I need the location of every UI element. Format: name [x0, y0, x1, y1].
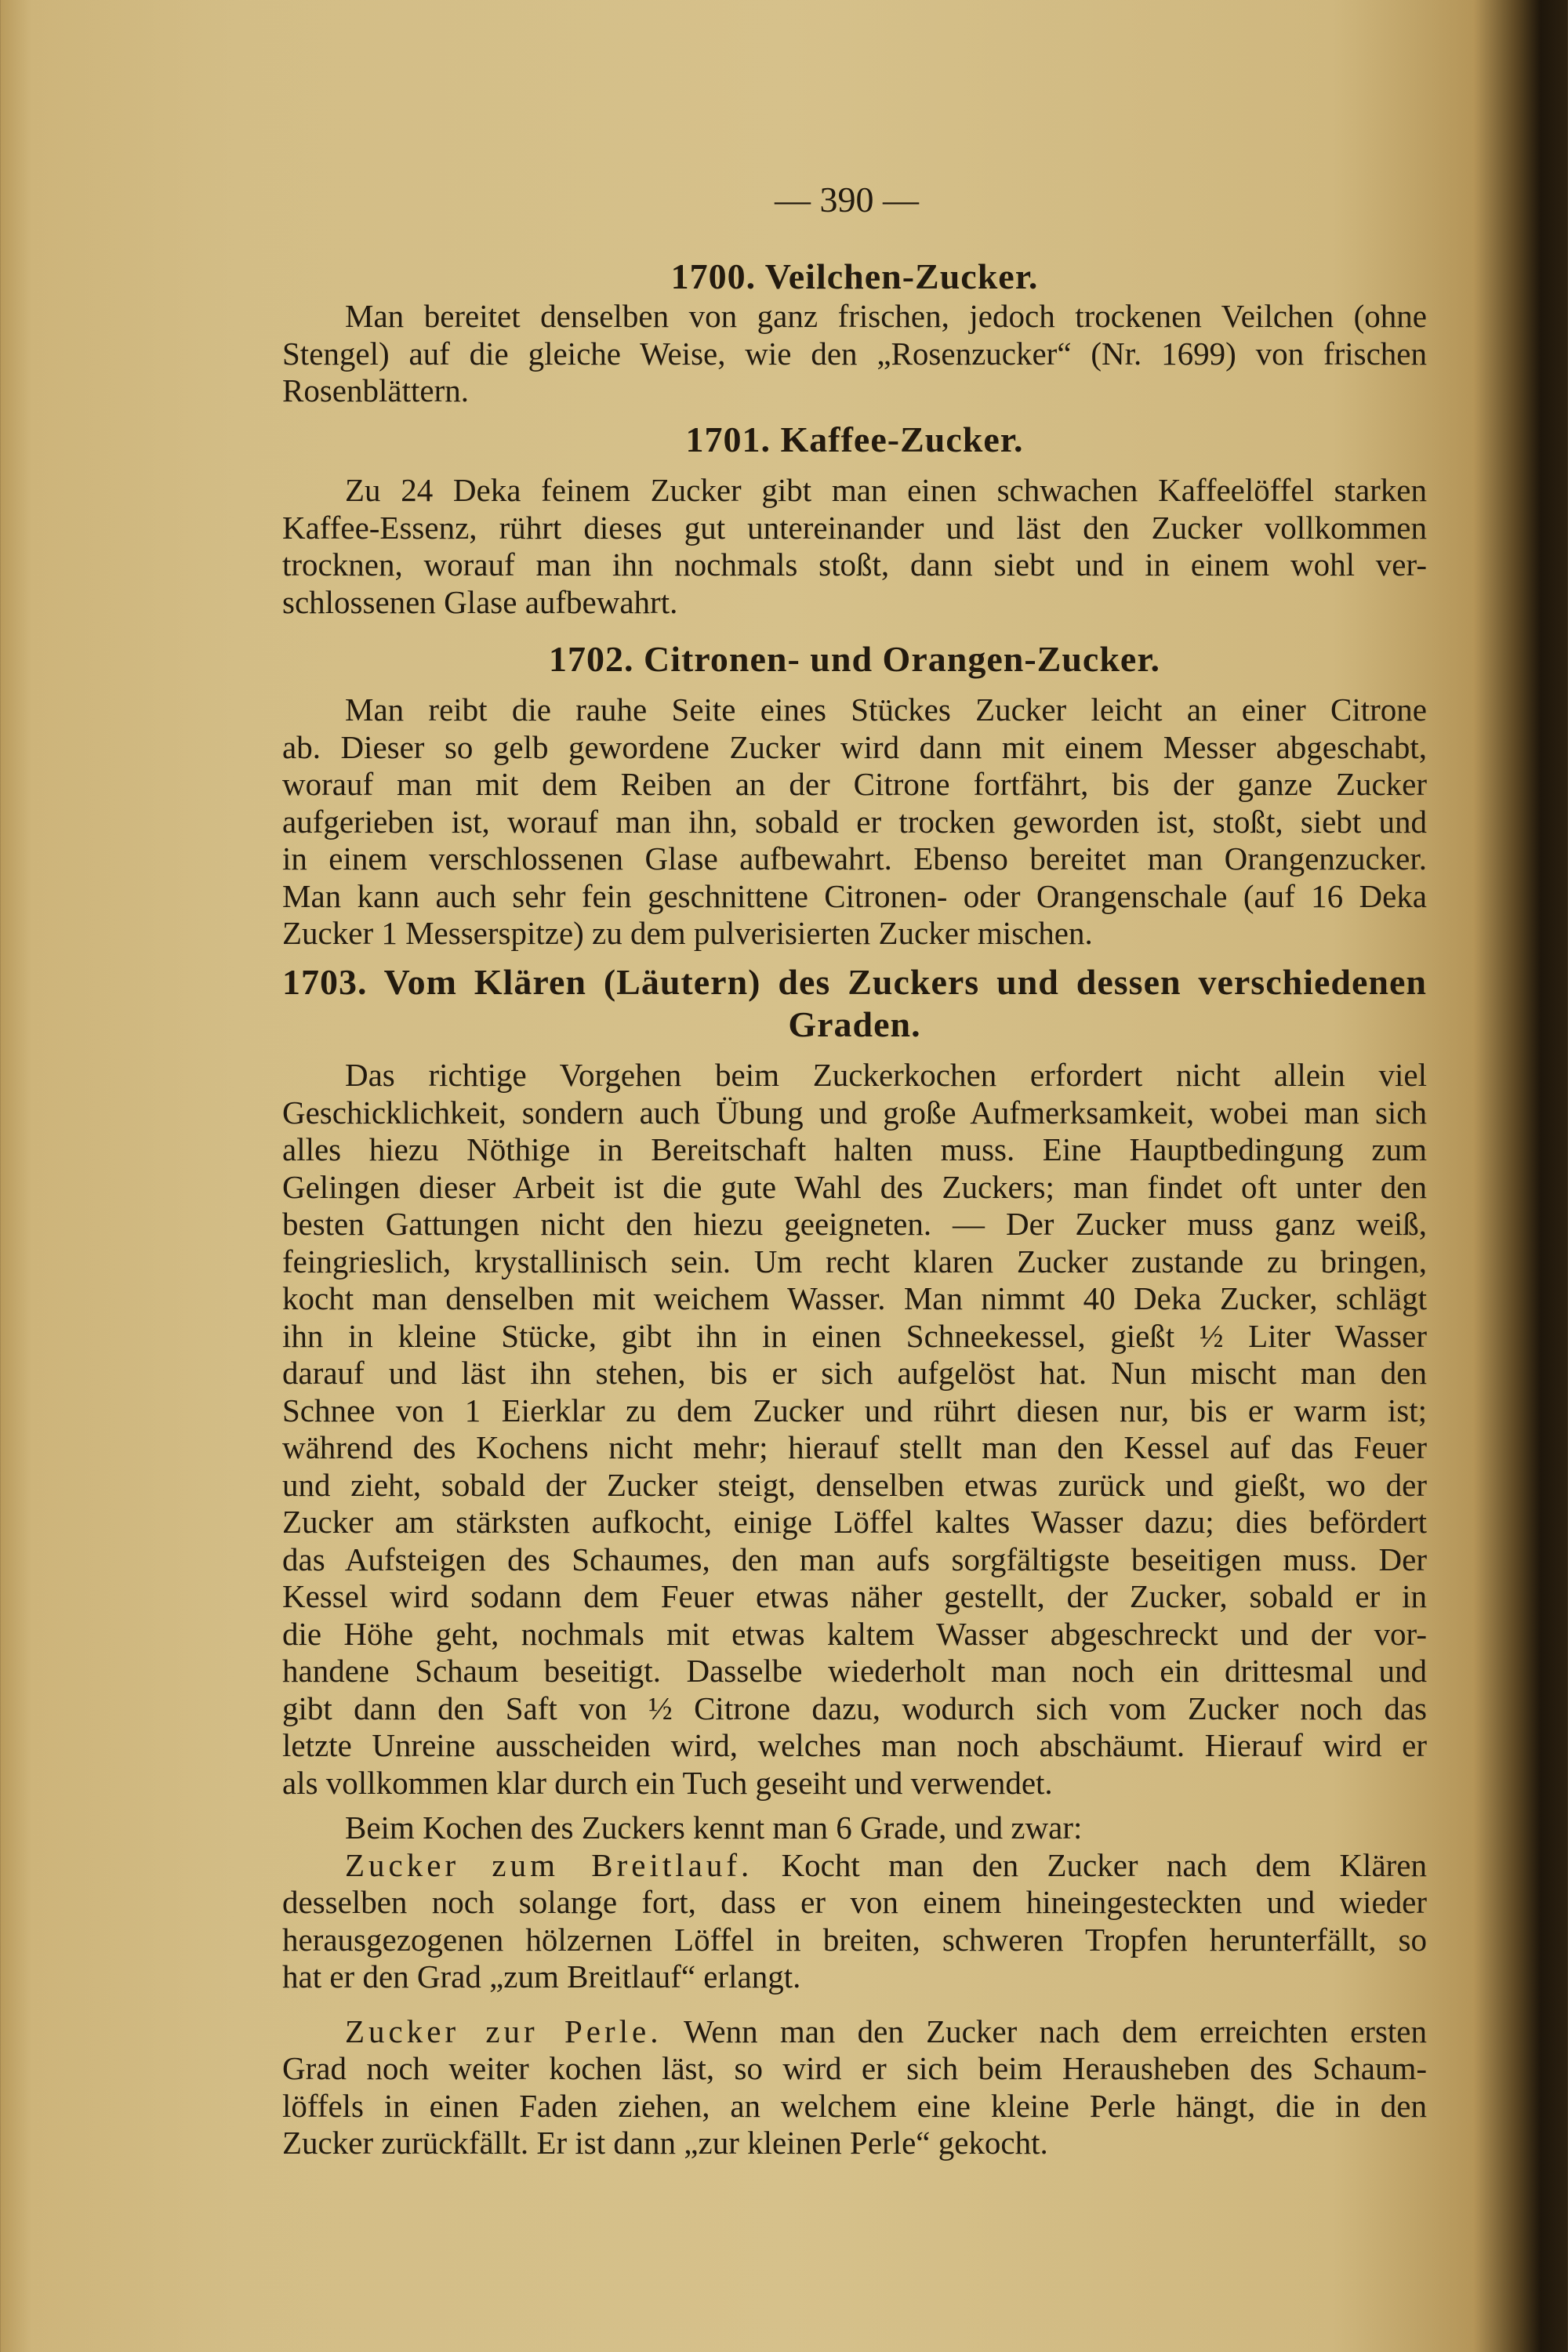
text-line: löffels in einen Faden ziehen, an welchem eine kleine Perle hängt, die in den	[282, 2087, 1427, 2124]
text-line: letzte Unreine ausscheiden wird, welches man noch abschäumt. Hierauf wird er	[282, 1727, 1427, 1763]
text-line: Das richtige Vorgehen beim Zuckerkochen erfordert nicht allein viel	[345, 1057, 1427, 1093]
text-line: herausgezogenen hölzernen Löffel in breiten, schweren Tropfen herunterfällt, so	[282, 1921, 1427, 1958]
text-line: Grad noch weiter kochen läst, so wird er sich beim Herausheben des Schaum-	[282, 2050, 1427, 2086]
text-line: besten Gattungen nicht den hiezu geeigneten. — Der Zucker muss ganz weiß,	[282, 1206, 1427, 1242]
paragraph	[282, 1057, 1427, 1802]
text-line: feingrieslich, krystallinisch sein. Um recht klaren Zucker zustande zu bringen,	[282, 1243, 1427, 1279]
text-line: das Aufsteigen des Schaumes, den man aufs sorgfältigste beseitigen muss. Der	[282, 1541, 1427, 1577]
text-line: kocht man denselben mit weichem Wasser. Man nimmt 40 Deka Zucker, schlägt	[282, 1280, 1427, 1316]
grades-intro: Beim Kochen des Zuckers kennt man 6 Grade, und zwar:	[345, 1809, 1083, 1846]
text-line: gibt dann den Saft von ½ Citrone dazu, wodurch sich vom Zucker noch das	[282, 1690, 1427, 1726]
section-heading: 1700. Veilchen-Zucker.	[670, 256, 1039, 296]
text-line: in einem verschlossenen Glase aufbewahrt. Ebenso bereitet man Orangenzucker.	[282, 840, 1427, 877]
text-line: ab. Dieser so gelb gewordene Zucker wird dann mit einem Messer abgeschabt,	[282, 728, 1427, 765]
section-heading: 1701. Kaffee-Zucker.	[685, 419, 1024, 459]
text-line: worauf man mit dem Reiben an der Citrone fortfährt, bis der ganze Zucker	[282, 766, 1427, 802]
grade-breitlauf	[282, 1847, 1427, 1996]
text-line: desselben noch solange fort, dass er von einem hineingesteckten und wieder	[282, 1884, 1427, 1920]
text-line: Kessel wird sodann dem Feuer etwas näher gestellt, der Zucker, sobald er in	[282, 1578, 1427, 1614]
section-1702	[282, 638, 1427, 953]
text-line: handene Schaum beseitigt. Dasselbe wiederholt man noch ein drittesmal und	[282, 1653, 1427, 1689]
section-heading: 1702. Citronen- und Orangen-Zucker.	[548, 639, 1161, 679]
text-line: Zu 24 Deka feinem Zucker gibt man einen schwachen Kaffeelöffel starken	[345, 472, 1427, 508]
text-line: hat er den Grad „zum Breitlauf“ erlangt.	[282, 1958, 801, 1994]
section-heading-continued: Graden.	[788, 1004, 921, 1044]
text-line: und zieht, sobald der Zucker steigt, denselben etwas zurück und gießt, wo der	[282, 1466, 1427, 1503]
text-line: Kaffee-Essenz, rührt dieses gut untereinander und läst den Zucker vollkommen	[282, 509, 1427, 546]
section-1700	[282, 256, 1427, 410]
text-line: Gelingen dieser Arbeit ist die gute Wahl des Zuckers; man findet oft unter den	[282, 1168, 1427, 1205]
page-number: — 390 —	[775, 180, 919, 220]
text-line: Man bereitet denselben von ganz frischen, jedoch trockenen Veilchen (ohne	[345, 298, 1427, 334]
section-1701	[282, 419, 1427, 621]
text-line: Man kann auch sehr fein geschnittene Citronen- oder Orangenschale (auf 16 Deka	[282, 877, 1427, 914]
text-line: Wenn man den Zucker nach dem erreichten ersten	[683, 2013, 1427, 2049]
text-line: Kocht man den Zucker nach dem Klären	[781, 1846, 1428, 1883]
text-line: Zucker am stärksten aufkocht, einige Löffel kaltes Wasser dazu; dies befördert	[282, 1504, 1427, 1540]
text-line: Rosenblättern.	[282, 372, 469, 408]
text-line: die Höhe geht, nochmals mit etwas kaltem Wasser abgeschreckt und der vor-	[282, 1615, 1427, 1652]
grade-perle	[282, 2013, 1427, 2162]
text-line: aufgerieben ist, worauf man ihn, sobald er trocken geworden ist, stoßt, siebt und	[282, 803, 1427, 840]
text-line: Zucker 1 Messerspitze) zu dem pulverisierten Zucker mischen.	[282, 915, 1093, 951]
text-line: trocknen, worauf man ihn nochmals stoßt, dann siebt und in einem wohl ver-	[282, 546, 1427, 583]
text-line: alles hiezu Nöthige in Bereitschaft halten muss. Eine Hauptbedingung zum	[282, 1131, 1427, 1167]
section-1703	[282, 961, 1427, 2162]
grade-term: Zucker zur Perle.	[345, 2013, 662, 2049]
text-line: Geschicklichkeit, sondern auch Übung und große Aufmerksamkeit, wobei man sich	[282, 1094, 1427, 1131]
text-line: Zucker zurückfällt. Er ist dann „zur kleinen Perle“ gekocht.	[282, 2125, 1048, 2161]
text-line: als vollkommen klar durch ein Tuch geseiht und verwendet.	[282, 1764, 1053, 1801]
section-heading: 1703. Vom Klären (Läutern) des Zuckers und dessen verschiedenen	[282, 962, 1427, 1002]
grade-term: Zucker zum Breitlauf.	[345, 1846, 753, 1883]
text-line: Schnee von 1 Eierklar zu dem Zucker und rührt diesen nur, bis er warm ist;	[282, 1392, 1427, 1428]
text-line: schlossenen Glase aufbewahrt.	[282, 583, 678, 620]
text-line: ihn in kleine Stücke, gibt ihn in einen Schneekessel, gießt ½ Liter Wasser	[282, 1317, 1427, 1354]
text-line: Stengel) auf die gleiche Weise, wie den „Rosenzucker“ (Nr. 1699) von frischen	[282, 335, 1427, 372]
text-line: Man reibt die rauhe Seite eines Stückes Zucker leicht an einer Citrone	[345, 691, 1427, 728]
text-line: darauf und läst ihn stehen, bis er sich aufgelöst hat. Nun mischt man den	[282, 1355, 1427, 1391]
text-line: während des Kochens nicht mehr; hierauf stellt man den Kessel auf das Feuer	[282, 1429, 1427, 1465]
